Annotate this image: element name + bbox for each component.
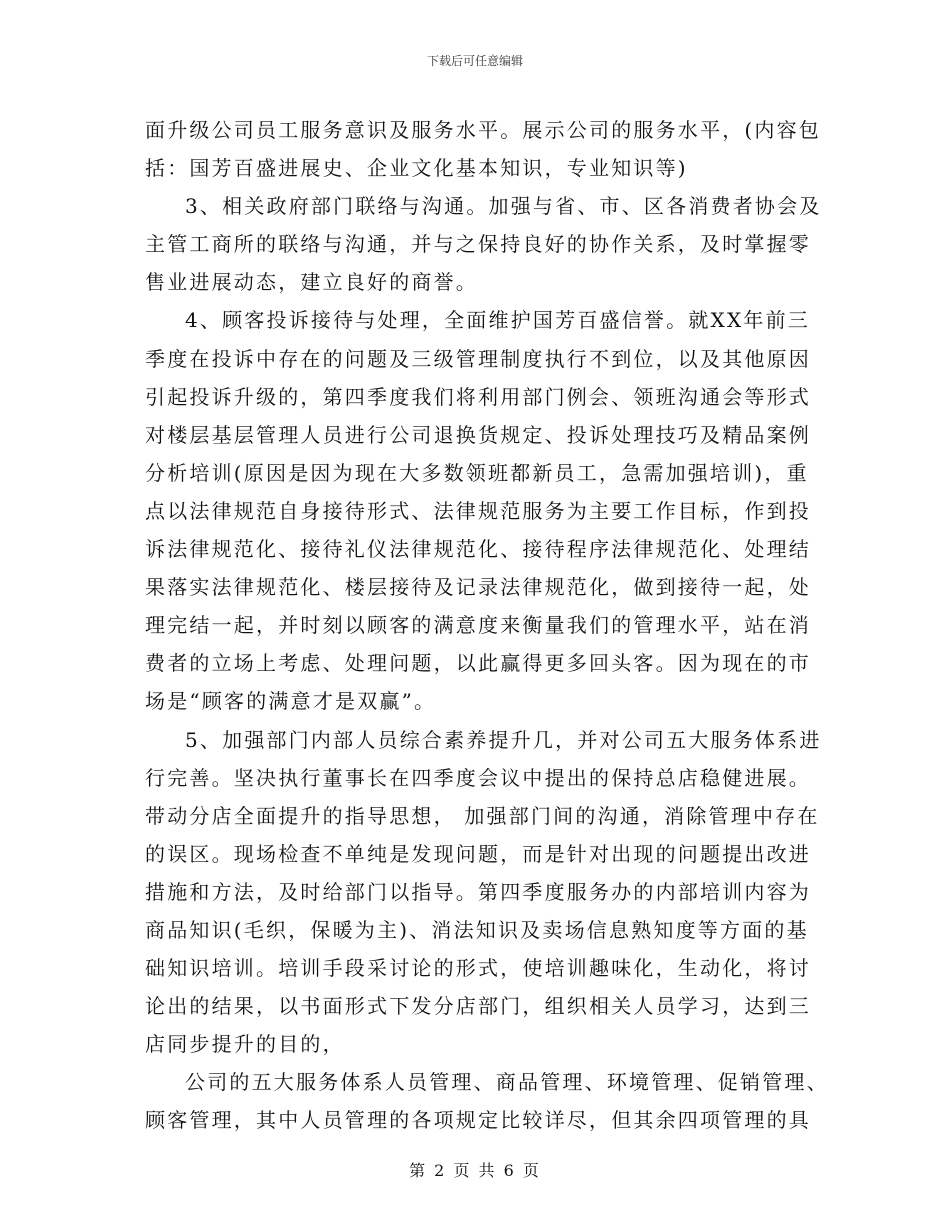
text-line: 理完结一起，并时刻以顾客的满意度来衡量我们的管理水平，站在消 bbox=[145, 613, 811, 638]
text-line: 础知识培训。培训手段采讨论的形式，使培训趣味化，生动化，将讨 bbox=[145, 956, 811, 981]
text-line: 对楼层基层管理人员进行公司退换货规定、投诉处理技巧及精品案例 bbox=[145, 422, 811, 447]
text-line: 点以法律规范自身接待形式、法律规范服务为主要工作目标，作到投 bbox=[145, 498, 811, 523]
page-number-footer: 第 2 页 共 6 页 bbox=[409, 1161, 541, 1180]
text-line: 费者的立场上考虑、处理问题，以此赢得更多回头客。因为现在的市 bbox=[145, 651, 811, 676]
paragraph-start-line: 3、相关政府部门联络与沟通。加强与省、市、区各消费者协会及 bbox=[185, 194, 822, 219]
text-line: 面升级公司员工服务意识及服务水平。展示公司的服务水平，(内容包 bbox=[145, 118, 822, 142]
text-line: 括：国芳百盛进展史、企业文化基本知识，专业知识等) bbox=[145, 156, 688, 181]
text-line: 主管工商所的联络与沟通，并与之保持良好的协作关系，及时掌握零 bbox=[145, 232, 811, 257]
page-header: 下载后可任意编辑 bbox=[426, 54, 523, 68]
text-line: 季度在投诉中存在的问题及三级管理制度执行不到位，以及其他原因 bbox=[145, 346, 811, 371]
text-line: 引起投诉升级的，第四季度我们将利用部门例会、领班沟通会等形式 bbox=[145, 384, 811, 409]
paragraph-start-line: 公司的五大服务体系人员管理、商品管理、环境管理、促销管理、 bbox=[185, 1070, 829, 1095]
paragraph-start-line: 5、加强部门内部人员综合素养提升几，并对公司五大服务体系进 bbox=[185, 727, 822, 752]
document-body bbox=[145, 111, 829, 1140]
text-line: 行完善。坚决执行董事长在四季度会议中提出的保持总店稳健进展。 bbox=[145, 765, 811, 790]
text-line: 商品知识(毛织，保暖为主)、消法知识及卖场信息熟知度等方面的基 bbox=[145, 917, 809, 942]
text-line: 诉法律规范化、接待礼仪法律规范化、接待程序法律规范化、处理结 bbox=[145, 537, 811, 562]
text-line: 果落实法律规范化、楼层接待及记录法律规范化，做到接待一起，处 bbox=[145, 575, 811, 600]
text-line: 顾客管理，其中人员管理的各项规定比较详尽，但其余四项管理的具 bbox=[145, 1108, 811, 1133]
text-line: 店同步提升的目的， bbox=[145, 1032, 345, 1057]
paragraph-start-line: 4、顾客投诉接待与处理，全面维护国芳百盛信誉。就XX年前三 bbox=[185, 308, 811, 333]
text-line: 售业进展动态，建立良好的商誉。 bbox=[145, 270, 478, 295]
text-line: 措施和方法，及时给部门以指导。第四季度服务办的内部培训内容为 bbox=[145, 879, 811, 904]
text-line: 论出的结果，以书面形式下发分店部门，组织相关人员学习，达到三 bbox=[145, 994, 811, 1019]
text-line: 带动分店全面提升的指导思想， 加强部门间的沟通，消除管理中存在 bbox=[145, 803, 820, 828]
text-line: 的误区。现场检查不单纯是发现问题，而是针对出现的问题提出改进 bbox=[145, 841, 811, 866]
text-line: 场是“顾客的满意才是双赢”。 bbox=[145, 689, 437, 714]
text-line: 分析培训(原因是因为现在大多数领班都新员工，急需加强培训)，重 bbox=[145, 460, 809, 485]
